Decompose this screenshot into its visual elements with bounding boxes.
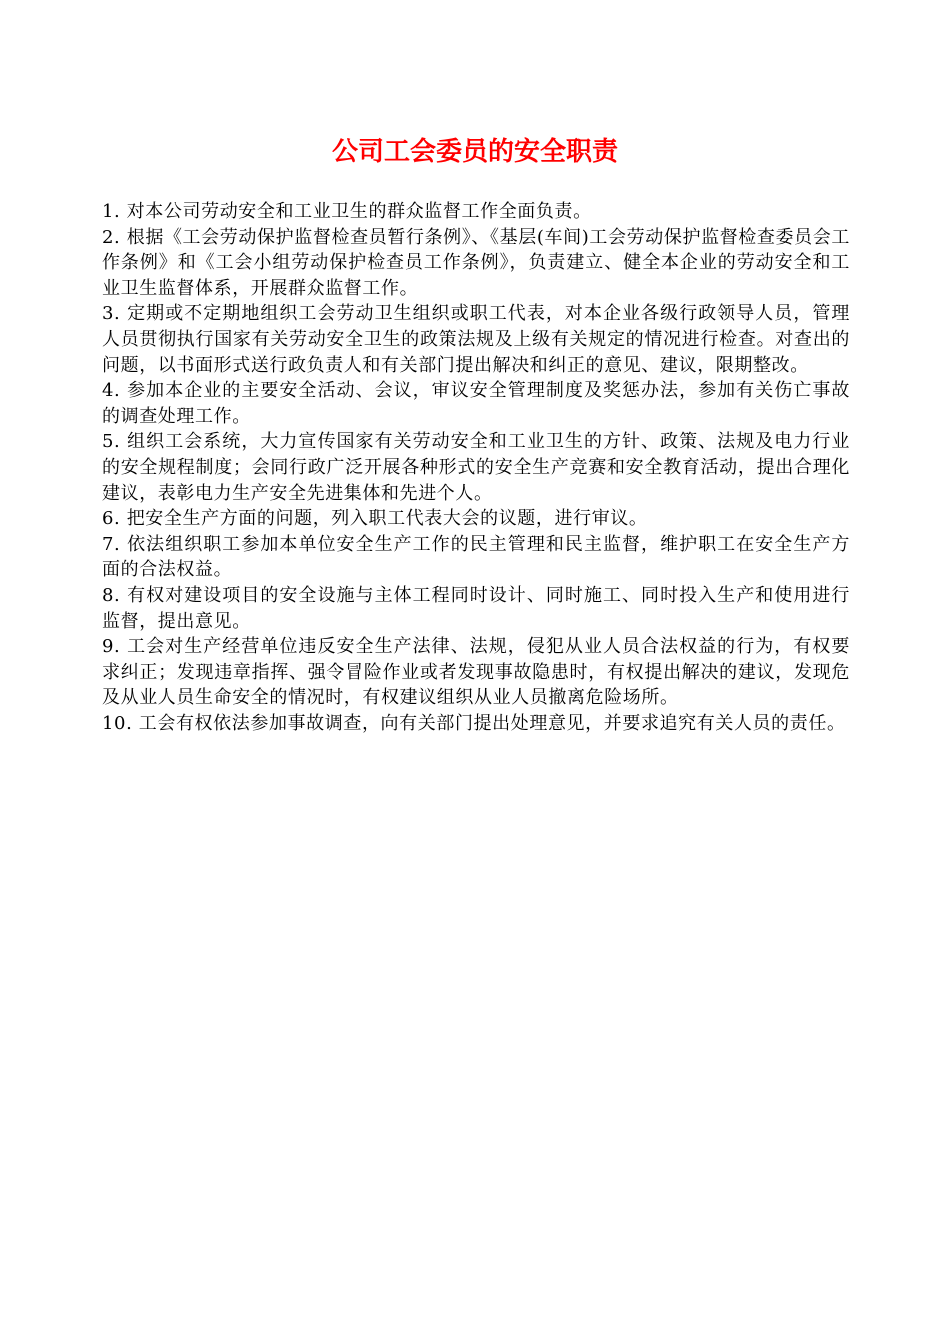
clause-item-3: 3. 定期或不定期地组织工会劳动卫生组织或职工代表，对本企业各级行政领导人员，管理人员贯彻执行国家有关劳动安全卫生的政策法规及上级有关规定的情况进行检查。对查出的问题，以书面形式送行政负责人和有关部门提出解决和纠正的意见、建议，限期整改。: [102, 303, 850, 376]
clause-item-6: 6. 把安全生产方面的问题，列入职工代表大会的议题，进行审议。: [102, 508, 648, 530]
clause-list: [102, 199, 850, 736]
clause-item-9: 9. 工会对生产经营单位违反安全生产法律、法规，侵犯从业人员合法权益的行为，有权要求纠正；发现违章指挥、强令冒险作业或者发现事故隐患时，有权提出解决的建议，发现危及从业人员生命安全的情况时，有权建议组织从业人员撤离危险场所。: [102, 636, 850, 709]
clause-item-8: 8. 有权对建设项目的安全设施与主体工程同时设计、同时施工、同时投入生产和使用进行监督，提出意见。: [102, 584, 850, 632]
clause-item-1: 1. 对本公司劳动安全和工业卫生的群众监督工作全面负责。: [102, 201, 592, 222]
clause-item-5: 5. 组织工会系统，大力宣传国家有关劳动安全和工业卫生的方针、政策、法规及电力行业的安全规程制度；会同行政广泛开展各种形式的安全生产竞赛和安全教育活动，提出合理化建议，表彰电力生产安全先进集体和先进个人。: [102, 431, 850, 504]
clause-item-7: 7. 依法组织职工参加本单位安全生产工作的民主管理和民主监督，维护职工在安全生产方面的合法权益。: [102, 533, 850, 581]
clause-item-2: 2. 根据《工会劳动保护监督检查员暂行条例》、《基层(车间)工会劳动保护监督检查委员会工作条例》和《工会小组劳动保护检查员工作条例》，负责建立、健全本企业的劳动安全和工业卫生监督体系，开展群众监督工作。: [102, 226, 850, 299]
clause-item-4: 4. 参加本企业的主要安全活动、会议，审议安全管理制度及奖惩办法，参加有关伤亡事故的调查处理工作。: [102, 380, 850, 427]
clause-item-10: 10. 工会有权依法参加事故调查，向有关部门提出处理意见，并要求追究有关人员的责任。: [102, 712, 846, 734]
page-title: 公司工会委员的安全职责: [331, 137, 618, 167]
